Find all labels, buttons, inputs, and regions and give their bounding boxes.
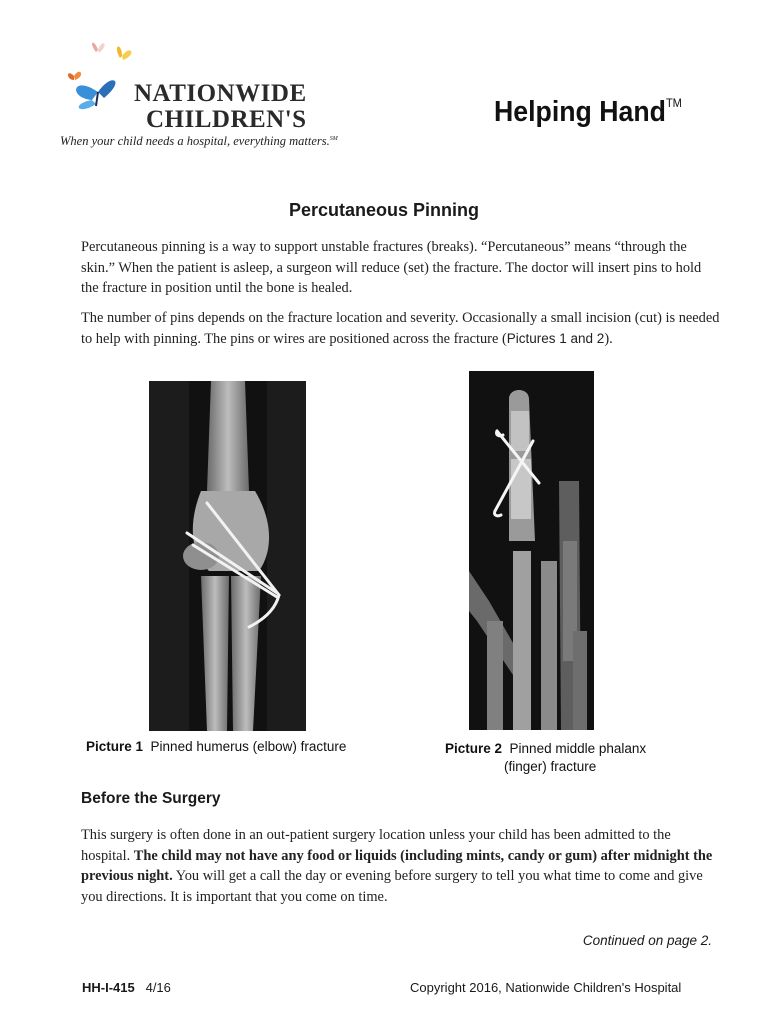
picture-2-finger-xray — [469, 371, 594, 730]
continued-note: Continued on page 2. — [582, 933, 712, 948]
picture-2-caption: Picture 2 Pinned middle phalanx — [445, 741, 647, 756]
document-title: Percutaneous Pinning — [288, 200, 480, 220]
helping-hand-title: Helping Hand™ — [494, 96, 682, 128]
org-name-line2: CHILDREN'S — [146, 106, 307, 133]
intro-paragraph: Percutaneous pinning is a way to support unstable fractures (breaks). “Percutaneous” means “through the skin.” When the patient is asleep, a surgeon will reduce (set) the fracture. The doctor will insert pins to hold the fracture in position until the bone is healed. — [81, 239, 702, 296]
copyright-notice: Copyright 2016, Nationwide Children's Hospital — [410, 980, 682, 995]
org-name-line1: NATIONWIDE — [134, 80, 307, 107]
tagline: When your child needs a hospital, everything matters.℠ — [60, 134, 338, 148]
butterflies-icon — [60, 36, 140, 116]
before-surgery-paragraph: This surgery is often done in an out-patient surgery location unless your child has been admitted to the hospital. The child may not have any food or liquids (including mints, candy or gum) after midnight the previous night. You will get a call the day or evening before surgery to tell you what time to come and give you directions. It is important that you come on time. — [81, 827, 713, 905]
picture-2-caption-line2: (finger) fracture — [504, 759, 597, 774]
hospital-logo — [58, 36, 358, 156]
pins-paragraph: The number of pins depends on the fracture location and severity. Occasionally a small incision (cut) is needed to help with pinning. The pins or wires are positioned across the fracture (Pictures 1 and 2). — [81, 310, 720, 347]
document-code: HH-I-415 4/16 — [82, 980, 171, 995]
picture-1-elbow-xray — [149, 381, 306, 731]
picture-1-caption: Picture 1 Pinned humerus (elbow) fracture — [86, 739, 347, 754]
section-heading-before-surgery: Before the Surgery — [81, 790, 221, 807]
